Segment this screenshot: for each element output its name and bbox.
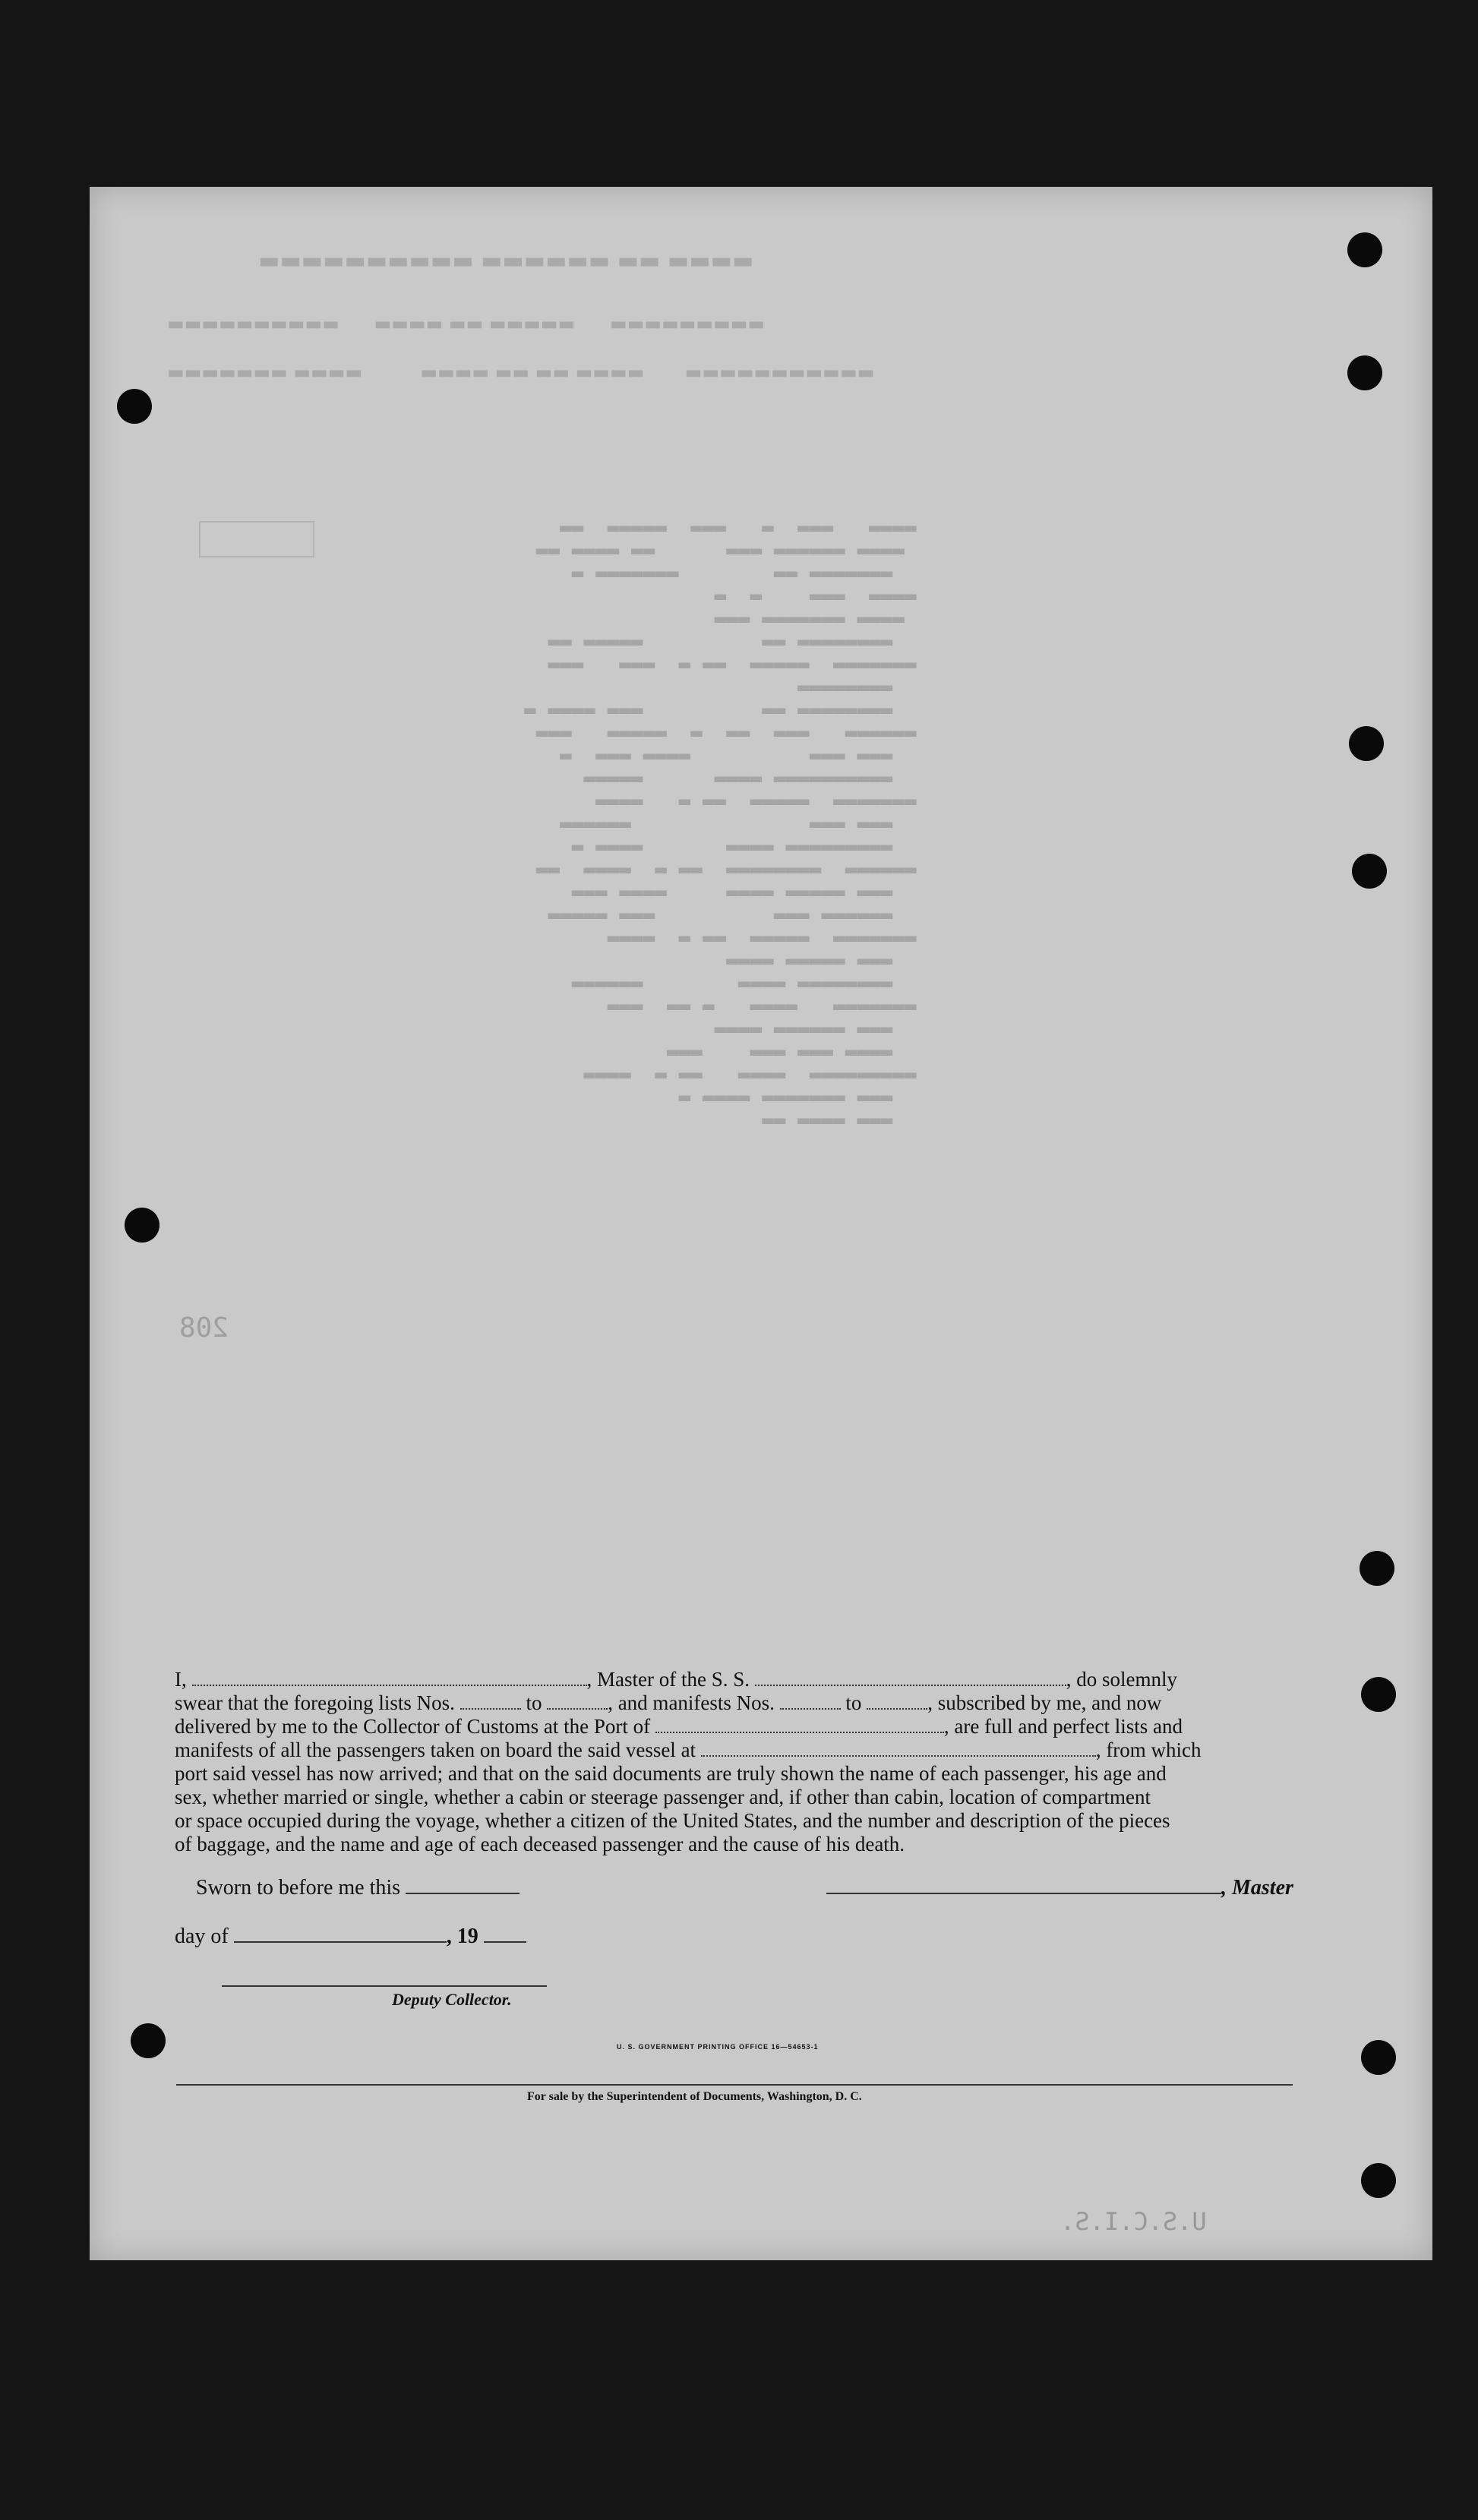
oath-text: delivered by me to the Collector of Customs at the Port of xyxy=(175,1715,651,1738)
oath-line xyxy=(175,1691,1296,1715)
punch-hole xyxy=(1347,355,1382,390)
punch-hole xyxy=(125,1208,159,1243)
bleed-through-header: ▬▬▬▬ ▬▬ ▬▬▬▬▬▬ ▬▬▬▬▬▬▬▬▬▬ xyxy=(258,248,754,274)
oath-line xyxy=(175,1668,1296,1691)
bleed-through-page-number: 208 xyxy=(179,1312,229,1344)
deputy-signature-line[interactable] xyxy=(222,1985,547,1987)
oath-text: to xyxy=(526,1691,542,1714)
master-signature-row xyxy=(826,1876,1293,1900)
bleed-through-header: ▬▬▬▬▬▬▬▬▬▬▬ ▬▬▬▬ ▬▬ ▬▬ ▬▬▬▬ ▬▬▬▬ ▬▬▬▬▬▬▬ xyxy=(167,362,875,383)
oath-line: port said vessel has now arrived; and that on the said documents are truly shown the name of each passenger, his age and xyxy=(175,1762,1167,1785)
bleed-through-columns: ▬▬▬▬ ▬▬▬ ▬ ▬▬▬ ▬▬▬▬▬ ▬▬ ▬▬▬▬ ▬▬▬▬▬▬ ▬▬▬ ▬▬ ▬▬▬▬ ▬▬ ▬▬▬▬▬▬▬ ▬▬ ▬▬▬▬▬▬▬ ▬ ▬▬▬▬ ▬▬▬ ▬ ▬ ▬▬▬▬ ▬▬▬▬▬▬▬ ▬▬▬ ▬▬▬▬▬▬▬▬ ▬▬ ▬▬▬▬▬ ▬▬ ▬▬▬▬▬▬▬ ▬▬▬▬▬ ▬▬ ▬ ▬▬▬ ▬▬▬ ▬▬▬▬▬▬▬▬ ▬▬▬▬▬▬▬▬ ▬▬ ▬▬▬ ▬▬▬▬ ▬ ▬▬▬▬▬▬ ▬▬▬ ▬▬ ▬ ▬▬▬▬▬ ▬▬▬ ▬▬▬ ▬▬▬ ▬▬▬▬ ▬▬▬ ▬ ▬▬▬▬▬▬▬▬▬▬ ▬▬▬▬ ▬▬▬▬▬ ▬▬▬▬▬▬▬ ▬▬▬▬▬ ▬▬ ▬ ▬▬▬▬ ▬▬▬ ▬▬▬ ▬▬▬▬▬▬ ▬▬▬▬▬▬▬▬▬ ▬▬▬▬ ▬▬▬▬ ▬ ▬▬▬▬▬▬ ▬▬▬▬▬▬▬▬ ▬▬ ▬ ▬▬▬▬ ▬▬ ▬▬▬ ▬▬▬▬▬ ▬▬▬▬ ▬▬▬▬ ▬▬▬ ▬▬▬▬▬▬ ▬▬▬ ▬▬▬ ▬▬▬▬▬ ▬▬▬▬▬▬▬ ▬▬▬▬▬ ▬▬ ▬ ▬▬▬▬ ▬▬▬ ▬▬▬▬▬ ▬▬▬▬ ▬▬▬▬▬▬▬▬ ▬▬▬▬ ▬▬▬▬▬▬ ▬▬▬▬▬▬▬ ▬▬▬▬ ▬ ▬▬ ▬▬▬ ▬▬▬ ▬▬▬▬▬▬ ▬▬▬▬ ▬▬▬▬ ▬▬▬ ▬▬▬ ▬▬▬ ▬▬▬▬▬▬▬▬▬ ▬▬▬▬ ▬▬ ▬ ▬▬▬▬ ▬▬▬ ▬▬▬▬▬▬▬ ▬▬▬▬ ▬ ▬▬▬ ▬▬▬▬ ▬▬ xyxy=(524,516,917,1132)
oath-line xyxy=(175,1715,1296,1738)
bleed-through-box xyxy=(199,521,314,557)
master-signature-field[interactable] xyxy=(826,1876,1221,1894)
sworn-date-field[interactable] xyxy=(406,1876,520,1894)
oath-text: I, xyxy=(175,1668,187,1691)
master-label: , Master xyxy=(1221,1876,1293,1899)
oath-line: sex, whether married or single, whether a cabin or steerage passenger and, if other than cabin, location of compartment xyxy=(175,1786,1151,1808)
punch-hole xyxy=(117,389,152,424)
list-to-field[interactable] xyxy=(547,1691,608,1710)
year-label: , 19 xyxy=(446,1925,478,1948)
punch-hole xyxy=(131,2023,166,2058)
oath-text: swear that the foregoing lists Nos. xyxy=(175,1691,455,1714)
printing-office-imprint: U. S. GOVERNMENT PRINTING OFFICE 16—54653-1 xyxy=(617,2043,819,2051)
sworn-label: Sworn to before me this xyxy=(196,1876,401,1899)
oath-text: , subscribed by me, and now xyxy=(927,1691,1162,1714)
vessel-name-field[interactable] xyxy=(755,1668,1066,1686)
oath-text: , do solemnly xyxy=(1066,1668,1177,1691)
port-field[interactable] xyxy=(655,1715,944,1733)
bleed-through-header: ▬▬▬▬▬▬▬▬▬ ▬▬▬▬▬ ▬▬ ▬▬▬▬ ▬▬▬▬▬▬▬▬▬▬ xyxy=(167,313,766,334)
oath-text: , are full and perfect lists and xyxy=(943,1715,1183,1738)
day-field[interactable] xyxy=(234,1925,447,1943)
year-field[interactable] xyxy=(484,1925,526,1943)
oath-text: , from which xyxy=(1095,1738,1202,1761)
master-name-field[interactable] xyxy=(192,1668,587,1686)
deputy-collector-label: Deputy Collector. xyxy=(392,1990,512,2009)
punch-hole xyxy=(1361,2163,1396,2198)
sale-notice: For sale by the Superintendent of Documents, Washington, D. C. xyxy=(527,2090,862,2103)
oath-line: of baggage, and the name and age of each deceased passenger and the cause of his death. xyxy=(175,1833,905,1855)
punch-hole xyxy=(1349,726,1384,761)
day-of-label: day of xyxy=(175,1925,229,1948)
punch-hole xyxy=(1347,232,1382,267)
departure-port-field[interactable] xyxy=(701,1738,1096,1757)
punch-hole xyxy=(1361,2040,1396,2075)
oath-text: , and manifests Nos. xyxy=(608,1691,775,1714)
sworn-row xyxy=(196,1876,520,1900)
oath-text: to xyxy=(845,1691,862,1714)
oath-text: , Master of the S. S. xyxy=(586,1668,750,1691)
punch-hole xyxy=(1361,1677,1396,1712)
oath-paragraph xyxy=(175,1668,1296,1856)
list-from-field[interactable] xyxy=(460,1691,521,1710)
manifest-to-field[interactable] xyxy=(867,1691,927,1710)
oath-text: manifests of all the passengers taken on board the said vessel at xyxy=(175,1738,696,1761)
day-row xyxy=(175,1925,526,1949)
footer-rule xyxy=(176,2084,1293,2086)
punch-hole xyxy=(1352,854,1387,889)
bleed-through-stamp: U.S.C.I.S. xyxy=(1060,2207,1207,2236)
oath-line xyxy=(175,1738,1296,1762)
punch-hole xyxy=(1360,1551,1394,1586)
oath-line: or space occupied during the voyage, whether a citizen of the United States, and the number and description of the pieces xyxy=(175,1809,1170,1832)
manifest-from-field[interactable] xyxy=(780,1691,841,1710)
